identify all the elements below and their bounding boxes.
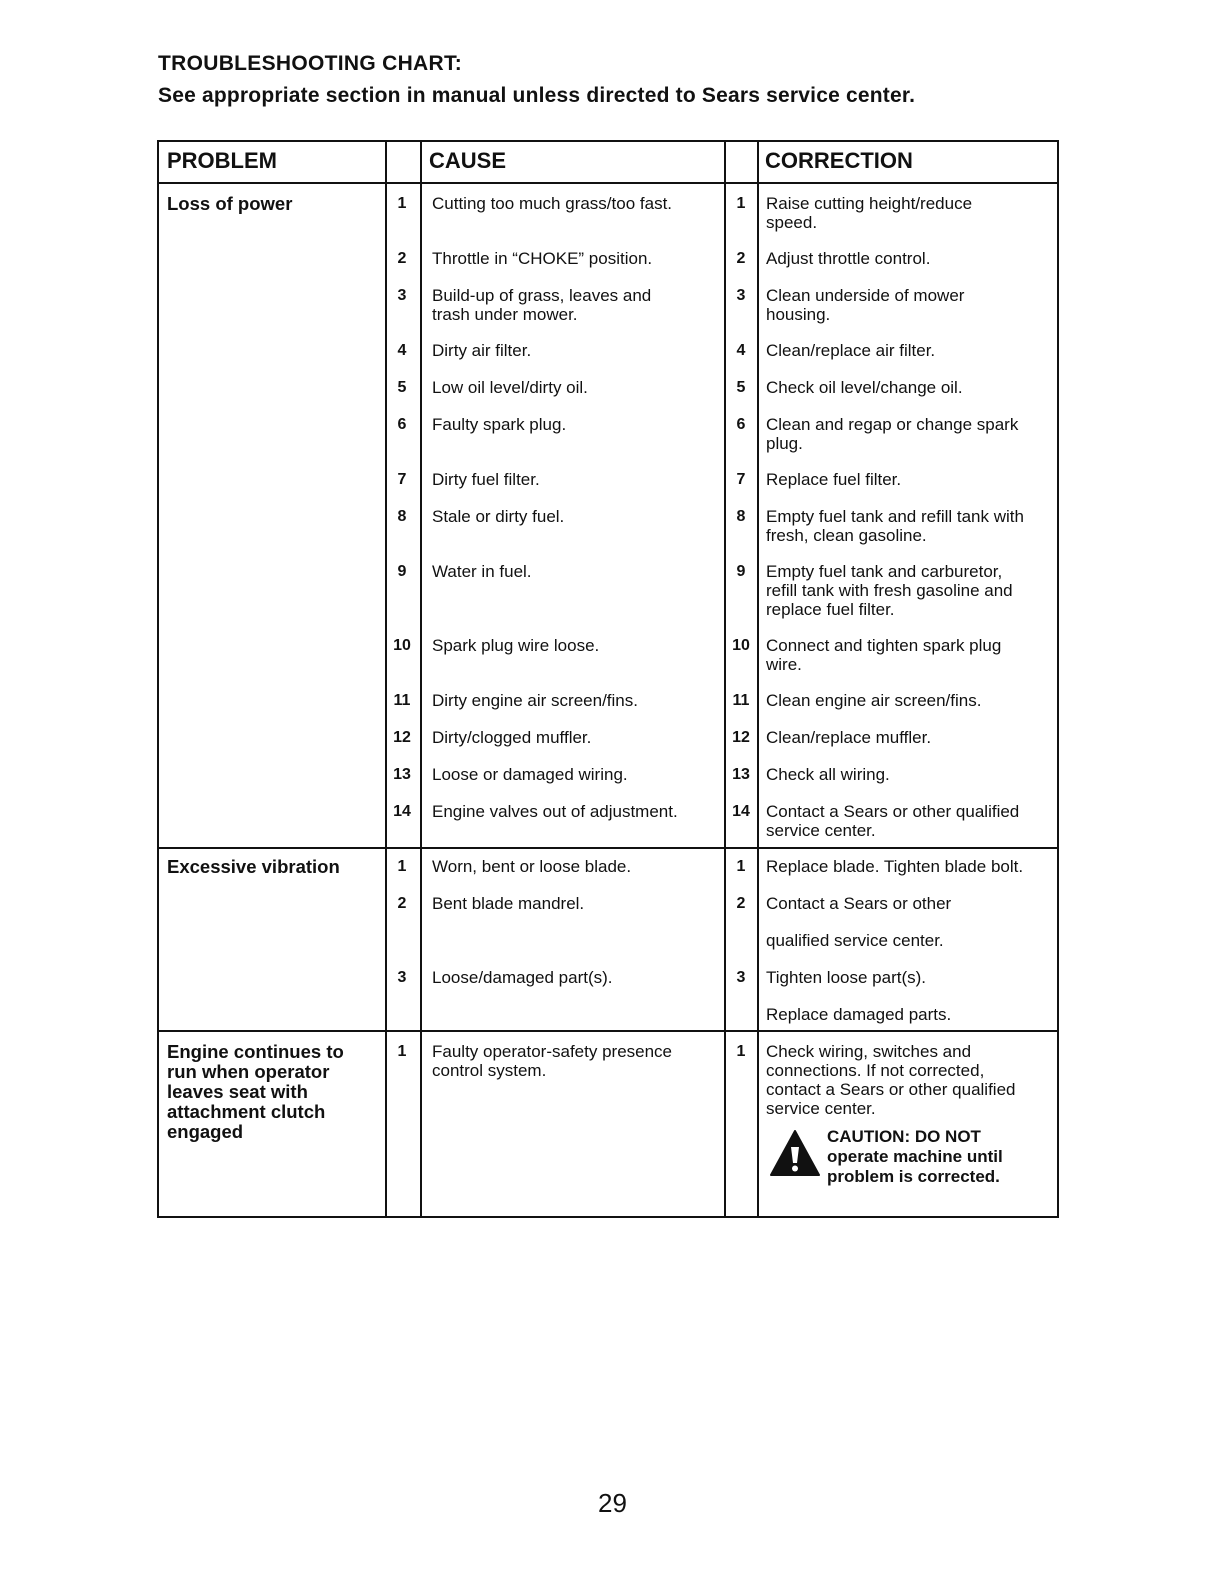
chart-subtitle: See appropriate section in manual unless directed to Sears service center. [158, 84, 916, 107]
correction-number: 3 [736, 969, 746, 986]
cause-text: Faulty operator-safety presence control system. [432, 1042, 673, 1080]
cause-text: Worn, bent or loose blade. [432, 857, 632, 876]
correction-text: Contact a Sears or other qualified service center. [766, 802, 1020, 840]
correction-text: Clean/replace muffler. [766, 728, 932, 747]
correction-number: 8 [736, 508, 746, 525]
cause-text: Dirty/clogged muffler. [432, 728, 592, 747]
cause-text: Cutting too much grass/too fast. [432, 194, 673, 213]
correction-text: Empty fuel tank and carburetor, refill tank with fresh gasoline and replace fuel filter. [766, 562, 1013, 619]
cause-text: Stale or dirty fuel. [432, 507, 565, 526]
cause-text: Faulty spark plug. [432, 415, 567, 434]
cause-text: Loose/damaged part(s). [432, 968, 613, 987]
cause-text: Spark plug wire loose. [432, 636, 600, 655]
cause-number: 8 [397, 508, 407, 525]
correction-number: 9 [736, 563, 746, 580]
cause-number: 1 [397, 1043, 407, 1060]
correction-number: 2 [736, 895, 746, 912]
cause-text: Bent blade mandrel. [432, 894, 585, 913]
correction-number: 5 [736, 379, 746, 396]
cause-number: 4 [397, 342, 407, 359]
cause-text: Dirty air filter. [432, 341, 532, 360]
cause-text: Dirty fuel filter. [432, 470, 540, 489]
cause-text: Build-up of grass, leaves and trash under mower. [432, 286, 652, 324]
correction-text: Adjust throttle control. [766, 249, 931, 268]
correction-number: 13 [732, 766, 750, 783]
correction-text: Clean and regap or change spark plug. [766, 415, 1019, 453]
cause-text: Low oil level/dirty oil. [432, 378, 588, 397]
problem-excessive-vibration: Excessive vibration [167, 856, 340, 877]
cause-number: 3 [397, 969, 407, 986]
cause-number: 1 [397, 858, 407, 875]
correction-text: Check oil level/change oil. [766, 378, 963, 397]
cause-number: 6 [397, 416, 407, 433]
cause-text: Engine valves out of adjustment. [432, 802, 678, 821]
correction-number: 3 [736, 287, 746, 304]
correction-number: 11 [732, 692, 750, 709]
cause-number: 12 [393, 729, 411, 746]
divider-cause-num [420, 142, 422, 1216]
correction-text: Contact a Sears or other [766, 894, 952, 913]
section-rule-2 [159, 1030, 1057, 1032]
cause-number: 14 [393, 803, 411, 820]
correction-text: Clean/replace air filter. [766, 341, 936, 360]
caution-notice [769, 1127, 1059, 1197]
problem-engine-continues: Engine continues to run when operator leaves seat with attachment clutch engaged [167, 1041, 344, 1142]
page-number: 29 [598, 1488, 627, 1518]
correction-text: Raise cutting height/reduce speed. [766, 194, 973, 232]
correction-number: 14 [732, 803, 750, 820]
cause-number: 9 [397, 563, 407, 580]
correction-text: Check wiring, switches and connections. If not corrected, contact a Sears or other qualified service center. [766, 1042, 1016, 1118]
correction-text: qualified service center. [766, 931, 944, 950]
cause-number: 11 [393, 692, 411, 709]
correction-number: 2 [736, 250, 746, 267]
correction-number: 10 [732, 637, 750, 654]
cause-text: Water in fuel. [432, 562, 532, 581]
correction-number: 6 [736, 416, 746, 433]
cause-text: Loose or damaged wiring. [432, 765, 628, 784]
cause-number: 2 [397, 250, 407, 267]
correction-text: Tighten loose part(s). [766, 968, 926, 987]
header-correction: CORRECTION [765, 148, 913, 173]
section-rule-1 [159, 847, 1057, 849]
caution-text: CAUTION: DO NOT operate machine until problem is corrected. [827, 1127, 1003, 1186]
cause-number: 7 [397, 471, 407, 488]
header-cause: CAUSE [429, 148, 507, 173]
correction-number: 1 [736, 195, 746, 212]
correction-text: Replace fuel filter. [766, 470, 902, 489]
cause-number: 2 [397, 895, 407, 912]
cause-text: Throttle in “CHOKE” position. [432, 249, 653, 268]
header-problem: PROBLEM [167, 148, 277, 173]
correction-text: Connect and tighten spark plug wire. [766, 636, 1002, 674]
header-rule [159, 182, 1057, 184]
correction-number: 4 [736, 342, 746, 359]
correction-text: Clean engine air screen/fins. [766, 691, 982, 710]
cause-number: 3 [397, 287, 407, 304]
correction-text: Check all wiring. [766, 765, 890, 784]
correction-text: Empty fuel tank and refill tank with fresh, clean gasoline. [766, 507, 1024, 545]
cause-number: 1 [397, 195, 407, 212]
correction-number: 12 [732, 729, 750, 746]
problem-loss-of-power: Loss of power [167, 193, 293, 214]
cause-text: Dirty engine air screen/fins. [432, 691, 638, 710]
correction-text: Replace damaged parts. [766, 1005, 952, 1024]
cause-number: 10 [393, 637, 411, 654]
cause-number: 5 [397, 379, 407, 396]
cause-number: 13 [393, 766, 411, 783]
troubleshooting-table [157, 140, 1059, 1218]
correction-number: 7 [736, 471, 746, 488]
correction-text: Clean underside of mower housing. [766, 286, 965, 324]
correction-number: 1 [736, 858, 746, 875]
warning-triangle-icon [769, 1129, 821, 1177]
chart-title: TROUBLESHOOTING CHART: [158, 52, 463, 75]
divider-correction-num [757, 142, 759, 1216]
correction-text: Replace blade. Tighten blade bolt. [766, 857, 1024, 876]
correction-number: 1 [736, 1043, 746, 1060]
